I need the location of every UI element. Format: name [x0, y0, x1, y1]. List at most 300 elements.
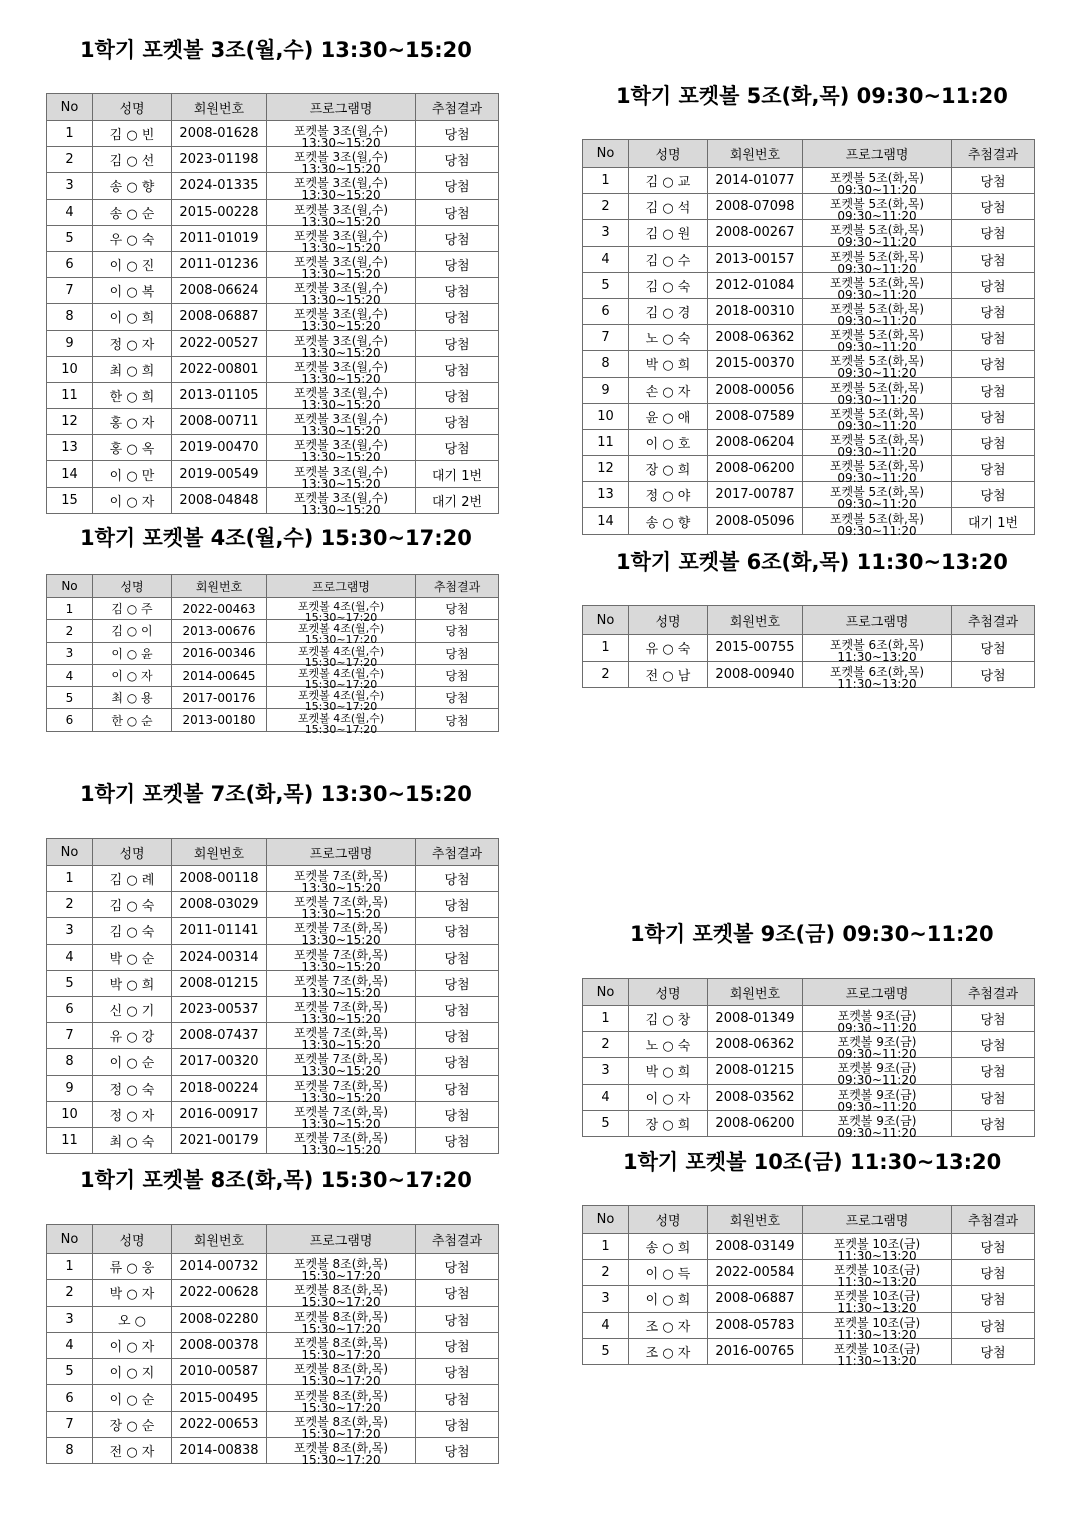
cell-member-id: 2022-00628 — [172, 1280, 267, 1306]
cell-result: 대기 2번 — [416, 487, 499, 513]
cell-member-id: 2012-01084 — [708, 272, 803, 298]
cell-no: 6 — [47, 1385, 93, 1411]
cell-name: 김 ○ 례 — [93, 866, 172, 892]
program-name: 포켓볼 5조(화,목) — [829, 302, 925, 317]
cell-member-id: 2018-00224 — [172, 1075, 267, 1101]
cell-no: 5 — [583, 1338, 629, 1364]
program-name: 포켓볼 5조(화,목) — [829, 406, 925, 421]
header-result: 추첨결과 — [952, 140, 1035, 168]
program-time: 09:30~11:20 — [837, 471, 917, 486]
cell-member-id: 2017-00787 — [708, 482, 803, 508]
cell-name: 이 ○ 자 — [629, 1084, 708, 1110]
table-row — [583, 298, 1035, 324]
cell-result: 당첨 — [952, 220, 1035, 246]
program-name: 포켓볼 5조(화,목) — [829, 380, 925, 395]
cell-member-id: 2008-06887 — [708, 1286, 803, 1312]
cell-name: 박 ○ 순 — [93, 944, 172, 970]
header-program: 프로그램명 — [267, 1225, 416, 1254]
cell-member-id: 2011-01236 — [172, 251, 267, 277]
program-name: 포켓볼 7조(화,목) — [293, 1078, 389, 1093]
cell-no: 1 — [47, 866, 93, 892]
cell-no: 11 — [47, 382, 93, 408]
cell-result: 당첨 — [416, 1385, 499, 1411]
cell-no: 2 — [47, 147, 93, 173]
cell-name: 박 ○ 자 — [93, 1280, 172, 1306]
cell-result: 당첨 — [416, 147, 499, 173]
cell-no: 10 — [47, 356, 93, 382]
cell-name: 이 ○ 지 — [93, 1359, 172, 1385]
program-time: 13:30~15:20 — [301, 881, 381, 896]
cell-member-id: 2008-00118 — [172, 866, 267, 892]
program-name: 포켓볼 5조(화,목) — [829, 197, 925, 212]
program-name: 포켓볼 5조(화,목) — [829, 275, 925, 290]
table-row — [47, 278, 499, 304]
cell-result: 당첨 — [952, 194, 1035, 220]
cell-member-id: 2008-01349 — [708, 1006, 803, 1032]
cell-name: 우 ○ 숙 — [93, 225, 172, 251]
cell-no: 6 — [583, 298, 629, 324]
cell-no: 1 — [583, 168, 629, 194]
cell-program — [267, 892, 416, 922]
cell-no: 4 — [583, 246, 629, 272]
cell-name: 오 ○ — [93, 1306, 172, 1332]
program-time: 09:30~11:20 — [837, 392, 917, 407]
table-row — [583, 194, 1035, 220]
cell-name: 김 ○ 숙 — [93, 892, 172, 918]
header-result: 추첨결과 — [416, 1225, 499, 1254]
table-row — [583, 325, 1035, 351]
cell-program — [267, 642, 416, 669]
cell-program — [267, 382, 416, 412]
cell-no: 4 — [47, 944, 93, 970]
program-time: 09:30~11:20 — [837, 183, 917, 198]
program-name: 포켓볼 3조(월,수) — [293, 464, 389, 479]
cell-member-id: 2022-00653 — [172, 1411, 267, 1437]
program-time: 13:30~15:20 — [301, 319, 381, 334]
program-name: 포켓볼 9조(금) — [837, 1061, 917, 1076]
cell-member-id: 2024-00314 — [172, 944, 267, 970]
lottery-table-group-9 — [582, 978, 1035, 1140]
cell-name: 이 ○ 자 — [93, 1332, 172, 1358]
table-row — [47, 866, 499, 892]
program-name: 포켓볼 10조(금) — [833, 1341, 921, 1356]
cell-member-id: 2018-00310 — [708, 298, 803, 324]
cell-name: 이 ○ 순 — [93, 1049, 172, 1075]
program-name: 포켓볼 6조(화,목) — [829, 638, 925, 653]
cell-member-id: 2008-07589 — [708, 403, 803, 429]
program-name: 포켓볼 7조(화,목) — [293, 973, 389, 988]
section-title-group-9: 1학기 포켓볼 9조(금) 09:30~11:20 — [630, 922, 994, 946]
cell-program — [267, 330, 416, 360]
cell-member-id: 2008-07098 — [708, 194, 803, 220]
cell-name: 이 ○ 희 — [93, 304, 172, 330]
cell-member-id: 2008-00267 — [708, 220, 803, 246]
cell-no: 3 — [583, 220, 629, 246]
cell-program — [803, 1338, 952, 1368]
table-row — [583, 377, 1035, 403]
cell-no: 9 — [583, 377, 629, 403]
cell-member-id: 2013-00676 — [172, 620, 267, 642]
cell-name: 이 ○ 만 — [93, 461, 172, 487]
cell-result: 당첨 — [416, 918, 499, 944]
table-row — [47, 409, 499, 435]
program-time: 13:30~15:20 — [301, 424, 381, 439]
header-name: 성명 — [93, 1225, 172, 1254]
cell-member-id: 2013-00180 — [172, 709, 267, 731]
cell-member-id: 2008-06204 — [708, 429, 803, 455]
table-row — [47, 1023, 499, 1049]
cell-name: 노 ○ 숙 — [629, 325, 708, 351]
program-time: 13:30~15:20 — [301, 1090, 381, 1105]
cell-member-id: 2013-01105 — [172, 382, 267, 408]
cell-no: 5 — [47, 1359, 93, 1385]
section-title-group-7: 1학기 포켓볼 7조(화,목) 13:30~15:20 — [80, 782, 472, 806]
table-row — [47, 1359, 499, 1385]
program-time: 13:30~15:20 — [301, 397, 381, 412]
program-time: 15:30~17:20 — [301, 1374, 381, 1389]
program-name: 포켓볼 7조(화,목) — [293, 1000, 389, 1015]
program-time: 09:30~11:20 — [837, 287, 917, 302]
header-no: No — [47, 1225, 93, 1254]
cell-program — [267, 199, 416, 229]
cell-result: 당첨 — [416, 1049, 499, 1075]
table-row — [583, 1338, 1035, 1364]
program-name: 포켓볼 5조(화,목) — [829, 171, 925, 186]
cell-member-id: 2008-00940 — [708, 661, 803, 688]
cell-no: 2 — [583, 194, 629, 220]
program-time: 09:30~11:20 — [837, 366, 917, 381]
section-title-group-6: 1학기 포켓볼 6조(화,목) 11:30~13:20 — [616, 550, 1008, 574]
cell-member-id: 2008-06200 — [708, 1110, 803, 1136]
table-row — [47, 709, 499, 731]
table-row — [47, 1411, 499, 1437]
program-name: 포켓볼 3조(월,수) — [293, 176, 389, 191]
program-name: 포켓볼 4조(월,수) — [297, 622, 385, 636]
cell-no: 2 — [583, 1260, 629, 1286]
header-no: No — [583, 1206, 629, 1234]
program-time: 13:30~15:20 — [301, 267, 381, 282]
table-row — [583, 220, 1035, 246]
header-result: 추첨결과 — [416, 575, 499, 598]
cell-name: 조 ○ 자 — [629, 1312, 708, 1338]
header-result: 추첨결과 — [416, 94, 499, 121]
header-member-id: 회원번호 — [708, 140, 803, 168]
cell-program — [267, 147, 416, 177]
program-name: 포켓볼 3조(월,수) — [293, 202, 389, 217]
cell-result: 당첨 — [952, 377, 1035, 403]
cell-member-id: 2008-03562 — [708, 1084, 803, 1110]
cell-no: 3 — [583, 1058, 629, 1084]
cell-result: 당첨 — [416, 1127, 499, 1153]
table-row — [47, 970, 499, 996]
table-row — [47, 598, 499, 620]
cell-program — [267, 1023, 416, 1053]
table-row — [47, 1385, 499, 1411]
program-name: 포켓볼 4조(월,수) — [297, 644, 385, 658]
header-result: 추첨결과 — [952, 1206, 1035, 1234]
table-row — [47, 461, 499, 487]
program-time: 09:30~11:20 — [837, 1125, 917, 1140]
cell-program — [267, 1254, 416, 1284]
cell-no: 8 — [583, 351, 629, 377]
program-time: 13:30~15:20 — [301, 188, 381, 203]
cell-name: 전 ○ 남 — [629, 661, 708, 688]
program-time: 13:30~15:20 — [301, 371, 381, 386]
table-row — [583, 1312, 1035, 1338]
program-name: 포켓볼 5조(화,목) — [829, 459, 925, 474]
program-time: 11:30~13:20 — [837, 1353, 917, 1368]
cell-result: 당첨 — [952, 661, 1035, 688]
table-row — [583, 1006, 1035, 1032]
cell-name: 김 ○ 빈 — [93, 121, 172, 147]
cell-name: 김 ○ 선 — [93, 147, 172, 173]
program-time: 13:30~15:20 — [301, 985, 381, 1000]
cell-program — [267, 251, 416, 282]
cell-no: 2 — [47, 1280, 93, 1306]
program-name: 포켓볼 5조(화,목) — [829, 485, 925, 500]
table-row — [47, 382, 499, 408]
table-row — [583, 403, 1035, 429]
program-time: 09:30~11:20 — [837, 418, 917, 433]
program-time: 15:30~17:20 — [304, 611, 378, 625]
cell-name: 전 ○ 자 — [93, 1438, 172, 1464]
table-header-row — [47, 575, 499, 598]
cell-program — [803, 168, 952, 198]
program-time: 09:30~11:20 — [837, 444, 917, 459]
cell-member-id: 2008-03029 — [172, 892, 267, 918]
cell-no: 11 — [583, 429, 629, 455]
cell-name: 송 ○ 향 — [629, 508, 708, 534]
cell-no: 8 — [47, 304, 93, 330]
cell-result: 당첨 — [416, 251, 499, 277]
program-name: 포켓볼 3조(월,수) — [293, 255, 389, 270]
header-member-id: 회원번호 — [708, 1206, 803, 1234]
program-name: 포켓볼 3조(월,수) — [293, 490, 389, 505]
cell-result: 당첨 — [416, 435, 499, 461]
program-time: 09:30~11:20 — [837, 523, 917, 538]
cell-no: 3 — [47, 642, 93, 664]
cell-result: 당첨 — [952, 1084, 1035, 1110]
cell-no: 9 — [47, 1075, 93, 1101]
table-header-row — [47, 839, 499, 866]
cell-member-id: 2008-00711 — [172, 409, 267, 435]
header-member-id: 회원번호 — [172, 94, 267, 121]
cell-result: 당첨 — [416, 598, 499, 620]
program-name: 포켓볼 10조(금) — [833, 1263, 921, 1278]
program-time: 15:30~17:20 — [301, 1426, 381, 1441]
header-name: 성명 — [629, 1206, 708, 1234]
cell-program — [267, 1385, 416, 1415]
cell-name: 최 ○ 숙 — [93, 1127, 172, 1153]
cell-member-id: 2015-00755 — [708, 635, 803, 662]
cell-program — [267, 1438, 416, 1468]
cell-name: 조 ○ 자 — [629, 1338, 708, 1364]
cell-program — [267, 225, 416, 255]
table-row — [47, 996, 499, 1022]
program-time: 13:30~15:20 — [301, 214, 381, 229]
program-name: 포켓볼 8조(화,목) — [293, 1441, 389, 1456]
cell-result: 당첨 — [952, 272, 1035, 298]
cell-result: 당첨 — [416, 173, 499, 199]
cell-name: 송 ○ 향 — [93, 173, 172, 199]
cell-member-id: 2011-01141 — [172, 918, 267, 944]
header-no: No — [47, 575, 93, 598]
cell-name: 장 ○ 희 — [629, 456, 708, 482]
cell-no: 3 — [47, 173, 93, 199]
cell-member-id: 2013-00157 — [708, 246, 803, 272]
program-name: 포켓볼 5조(화,목) — [829, 432, 925, 447]
cell-name: 장 ○ 희 — [629, 1110, 708, 1136]
cell-no: 7 — [47, 1023, 93, 1049]
lottery-table-group-7 — [46, 838, 499, 1157]
cell-name: 유 ○ 숙 — [629, 635, 708, 662]
cell-no: 3 — [47, 918, 93, 944]
cell-result: 당첨 — [416, 1075, 499, 1101]
program-time: 09:30~11:20 — [837, 497, 917, 512]
cell-result: 당첨 — [416, 664, 499, 686]
cell-result: 당첨 — [416, 1411, 499, 1437]
cell-no: 9 — [47, 330, 93, 356]
program-time: 11:30~13:20 — [837, 676, 917, 691]
cell-result: 당첨 — [416, 1359, 499, 1385]
header-member-id: 회원번호 — [172, 839, 267, 866]
cell-name: 박 ○ 희 — [629, 1058, 708, 1084]
cell-no: 8 — [47, 1438, 93, 1464]
table-row — [47, 147, 499, 173]
cell-result: 당첨 — [416, 199, 499, 225]
cell-no: 7 — [47, 278, 93, 304]
cell-result: 당첨 — [952, 1110, 1035, 1136]
cell-member-id: 2008-07437 — [172, 1023, 267, 1049]
table-row — [583, 1286, 1035, 1312]
program-time: 15:30~17:20 — [304, 678, 378, 692]
cell-result: 당첨 — [416, 996, 499, 1022]
program-time: 15:30~17:20 — [304, 655, 378, 669]
table-row — [583, 1260, 1035, 1286]
table-row — [47, 1254, 499, 1280]
cell-program — [267, 620, 416, 647]
cell-name: 김 ○ 경 — [629, 298, 708, 324]
table-row — [47, 918, 499, 944]
cell-program — [803, 508, 952, 538]
cell-program — [267, 278, 416, 308]
cell-member-id: 2008-04848 — [172, 487, 267, 513]
cell-result: 당첨 — [416, 687, 499, 709]
cell-no: 6 — [47, 251, 93, 277]
cell-member-id: 2017-00320 — [172, 1049, 267, 1075]
program-time: 13:30~15:20 — [301, 1038, 381, 1053]
program-name: 포켓볼 4조(월,수) — [297, 711, 385, 725]
header-no: No — [47, 94, 93, 121]
cell-name: 김 ○ 주 — [93, 598, 172, 620]
cell-no: 11 — [47, 1127, 93, 1153]
table-row — [47, 642, 499, 664]
cell-name: 이 ○ 희 — [629, 1286, 708, 1312]
cell-result: 당첨 — [952, 298, 1035, 324]
cell-program — [803, 1286, 952, 1316]
header-program: 프로그램명 — [267, 575, 416, 598]
cell-result: 당첨 — [416, 866, 499, 892]
cell-name: 류 ○ 웅 — [93, 1254, 172, 1280]
cell-program — [267, 487, 416, 517]
cell-result: 당첨 — [416, 304, 499, 330]
table-row — [47, 1101, 499, 1127]
cell-result: 당첨 — [952, 1006, 1035, 1032]
program-name: 포켓볼 3조(월,수) — [293, 281, 389, 296]
cell-name: 김 ○ 수 — [629, 246, 708, 272]
cell-name: 김 ○ 교 — [629, 168, 708, 194]
cell-member-id: 2008-06887 — [172, 304, 267, 330]
program-name: 포켓볼 9조(금) — [837, 1113, 917, 1128]
program-name: 포켓볼 7조(화,목) — [293, 1130, 389, 1145]
cell-program — [267, 1127, 416, 1157]
cell-member-id: 2019-00470 — [172, 435, 267, 461]
lottery-table-group-8 — [46, 1224, 499, 1468]
cell-program — [803, 220, 952, 250]
cell-name: 한 ○ 순 — [93, 709, 172, 731]
cell-result: 당첨 — [416, 1306, 499, 1332]
header-name: 성명 — [629, 606, 708, 635]
cell-member-id: 2015-00370 — [708, 351, 803, 377]
table-row — [583, 429, 1035, 455]
cell-no: 4 — [583, 1312, 629, 1338]
cell-no: 1 — [47, 598, 93, 620]
cell-result: 당첨 — [416, 121, 499, 147]
cell-program — [803, 351, 952, 381]
cell-member-id: 2008-05783 — [708, 1312, 803, 1338]
program-time: 09:30~11:20 — [837, 1047, 917, 1062]
cell-member-id: 2008-03149 — [708, 1234, 803, 1260]
cell-name: 송 ○ 희 — [629, 1234, 708, 1260]
cell-no: 4 — [583, 1084, 629, 1110]
cell-name: 신 ○ 기 — [93, 996, 172, 1022]
program-name: 포켓볼 4조(월,수) — [297, 667, 385, 681]
cell-result: 당첨 — [416, 1101, 499, 1127]
table-row — [47, 1127, 499, 1153]
cell-name: 최 ○ 희 — [93, 356, 172, 382]
program-name: 포켓볼 7조(화,목) — [293, 1104, 389, 1119]
program-name: 포켓볼 8조(화,목) — [293, 1283, 389, 1298]
program-name: 포켓볼 3조(월,수) — [293, 150, 389, 165]
cell-program — [803, 1260, 952, 1290]
program-time: 09:30~11:20 — [837, 314, 917, 329]
cell-no: 14 — [47, 461, 93, 487]
program-time: 11:30~13:20 — [837, 1249, 917, 1264]
cell-program — [267, 866, 416, 896]
cell-result: 대기 1번 — [416, 461, 499, 487]
program-name: 포켓볼 7조(화,목) — [293, 1052, 389, 1067]
cell-program — [803, 1110, 952, 1140]
program-time: 09:30~11:20 — [837, 340, 917, 355]
cell-no: 4 — [47, 664, 93, 686]
cell-result: 당첨 — [416, 278, 499, 304]
table-header-row — [583, 1206, 1035, 1234]
cell-program — [803, 298, 952, 329]
header-member-id: 회원번호 — [708, 979, 803, 1006]
cell-result: 당첨 — [416, 225, 499, 251]
cell-member-id: 2008-01628 — [172, 121, 267, 147]
program-name: 포켓볼 7조(화,목) — [293, 947, 389, 962]
program-name: 포켓볼 6조(화,목) — [829, 664, 925, 679]
cell-result: 당첨 — [416, 1254, 499, 1280]
program-name: 포켓볼 5조(화,목) — [829, 328, 925, 343]
cell-name: 정 ○ 숙 — [93, 1075, 172, 1101]
program-time: 13:30~15:20 — [301, 476, 381, 491]
table-row — [583, 508, 1035, 534]
lottery-table-group-4 — [46, 574, 499, 736]
cell-result: 당첨 — [952, 1312, 1035, 1338]
table-row — [583, 635, 1035, 662]
